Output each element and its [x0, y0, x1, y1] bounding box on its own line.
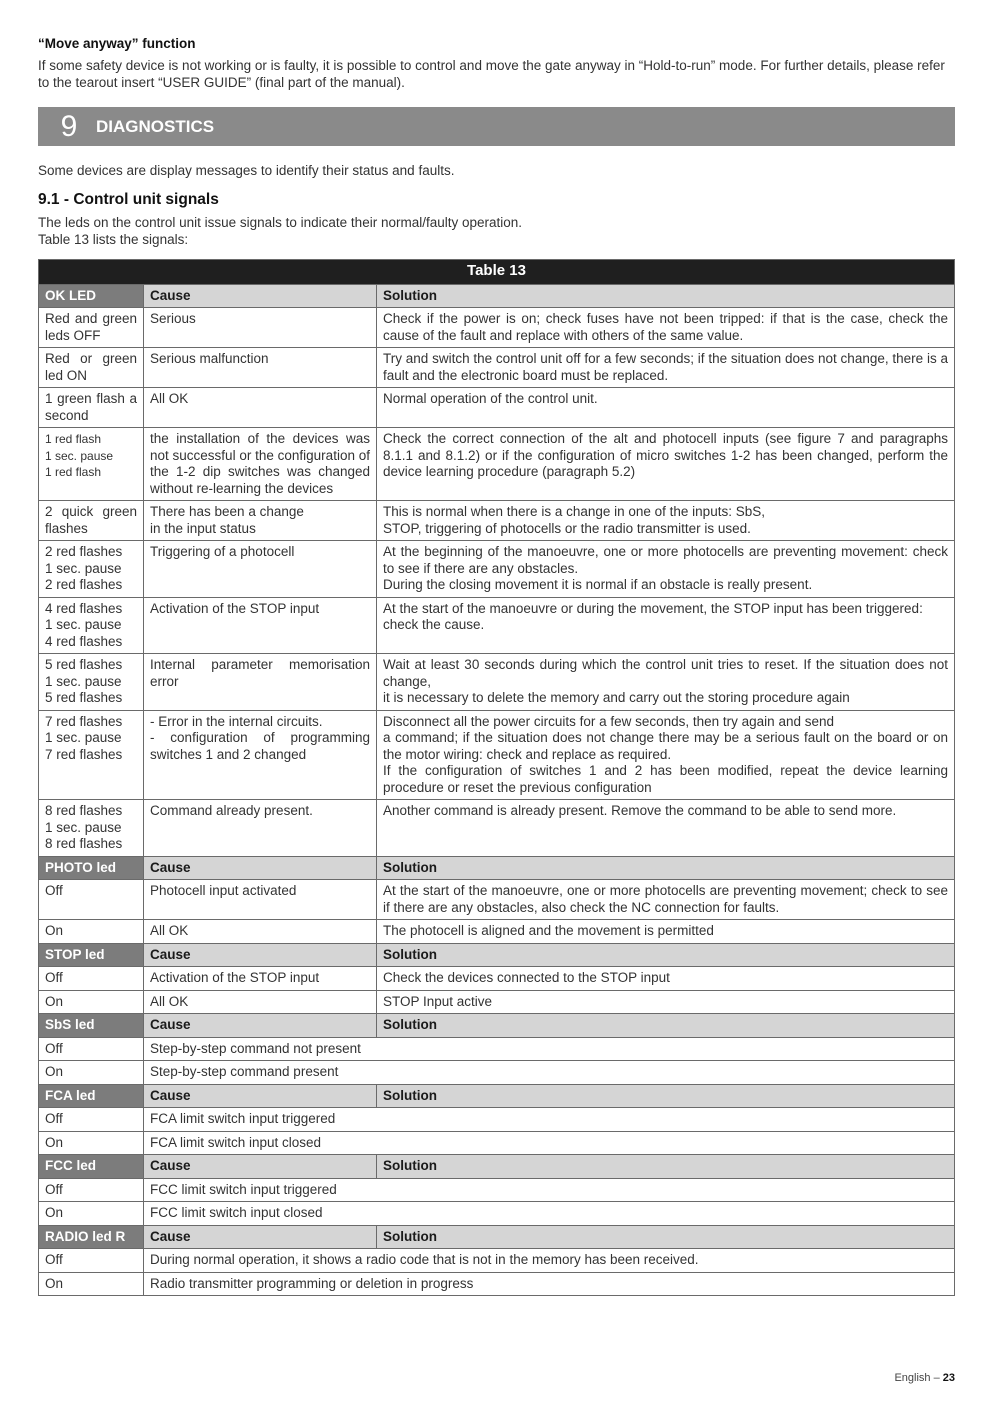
ok-led-signal-cell: Red and green leds OFF — [39, 308, 144, 348]
radio-led-header-row — [39, 1225, 955, 1249]
ok-led-solution-cell: At the beginning of the manoeuvre, one or more photocells are preventing movement: check to see if there are any obstacles. During the closing movement it is normal if an obstacle is really present. — [377, 541, 955, 598]
sbs-led-signal-cell: Off — [39, 1037, 144, 1061]
table-row — [39, 920, 955, 944]
ok-led-signal-cell: 2 red flashes 1 sec. pause 2 red flashes — [39, 541, 144, 598]
stop-led-header-solution: Solution — [377, 943, 955, 967]
ok-led-signal-cell: 4 red flashes 1 sec. pause 4 red flashes — [39, 597, 144, 654]
ok-led-cause-cell: Triggering of a photocell — [144, 541, 377, 598]
stop-led-header-label: STOP led — [39, 943, 144, 967]
radio-led-signal-cell: On — [39, 1272, 144, 1296]
photo-led-solution-cell: The photocell is aligned and the movement is permitted — [377, 920, 955, 944]
sbs-led-header-cause: Cause — [144, 1014, 377, 1038]
table-row — [39, 1178, 955, 1202]
photo-led-header-cause: Cause — [144, 856, 377, 880]
ok-led-cause-cell: All OK — [144, 388, 377, 428]
sbs-led-signal-cell: On — [39, 1061, 144, 1085]
fca-led-cause-cell: FCA limit switch input triggered — [144, 1108, 955, 1132]
manual-page — [38, 36, 955, 1296]
table-title: Table 13 — [39, 260, 955, 285]
page-footer — [894, 1372, 955, 1384]
ok-led-solution-cell: Check the correct connection of the alt and photocell inputs (see figure 7 and paragraphs 8.1.1 and 8.1.2) or if the configuration of micro switches 1-2 has been changed, perform the device learning procedure (paragraph 5.2) — [377, 428, 955, 501]
table-row — [39, 597, 955, 654]
ok-led-header-cause: Cause — [144, 284, 377, 308]
table-row — [39, 541, 955, 598]
ok-led-cause-cell: There has been a change in the input status — [144, 501, 377, 541]
table-row — [39, 308, 955, 348]
photo-led-header-solution: Solution — [377, 856, 955, 880]
photo-led-signal-cell: On — [39, 920, 144, 944]
photo-led-cause-cell: All OK — [144, 920, 377, 944]
sbs-led-header-solution: Solution — [377, 1014, 955, 1038]
ok-led-header-label: OK LED — [39, 284, 144, 308]
table-row — [39, 1131, 955, 1155]
fcc-led-header-row — [39, 1155, 955, 1179]
ok-led-signal-cell: 7 red flashes 1 sec. pause 7 red flashes — [39, 710, 144, 800]
fca-led-signal-cell: On — [39, 1131, 144, 1155]
photo-led-header-row — [39, 856, 955, 880]
stop-led-solution-cell: STOP Input active — [377, 990, 955, 1014]
section-number: 9 — [60, 110, 78, 143]
subsection-line-2: Table 13 lists the signals: — [38, 232, 189, 247]
ok-led-cause-cell: Internal parameter memorisation error — [144, 654, 377, 711]
photo-led-signal-cell: Off — [39, 880, 144, 920]
sbs-led-cause-cell: Step-by-step command present — [144, 1061, 955, 1085]
section-intro: Some devices are display messages to identify their status and faults. — [38, 163, 455, 178]
fcc-led-signal-cell: On — [39, 1202, 144, 1226]
signals-table — [38, 259, 955, 1296]
radio-led-cause-cell: Radio transmitter programming or deletion in progress — [144, 1272, 955, 1296]
photo-led-header-label: PHOTO led — [39, 856, 144, 880]
ok-led-cause-cell: the installation of the devices was not successful or the configuration of the 1-2 dip switches was changed without re-learning the devices — [144, 428, 377, 501]
fcc-led-header-label: FCC led — [39, 1155, 144, 1179]
radio-led-header-cause: Cause — [144, 1225, 377, 1249]
subsection-title: 9.1 - Control unit signals — [38, 191, 219, 208]
table-row — [39, 388, 955, 428]
section-header-bar — [38, 107, 955, 146]
fcc-led-signal-cell: Off — [39, 1178, 144, 1202]
stop-led-cause-cell: All OK — [144, 990, 377, 1014]
fca-led-header-row — [39, 1084, 955, 1108]
sbs-led-header-label: SbS led — [39, 1014, 144, 1038]
stop-led-signal-cell: Off — [39, 967, 144, 991]
ok-led-solution-cell: Normal operation of the control unit. — [377, 388, 955, 428]
radio-led-header-label: RADIO led R — [39, 1225, 144, 1249]
table-row — [39, 710, 955, 800]
footer-language: English – — [894, 1372, 943, 1384]
radio-led-header-solution: Solution — [377, 1225, 955, 1249]
table-row — [39, 990, 955, 1014]
table-row — [39, 1037, 955, 1061]
ok-led-solution-cell: Wait at least 30 seconds during which the control unit tries to reset. If the situation does not change, it is necessary to delete the memory and carry out the storing procedure again — [377, 654, 955, 711]
fcc-led-cause-cell: FCC limit switch input triggered — [144, 1178, 955, 1202]
ok-led-header-row — [39, 284, 955, 308]
fca-led-header-label: FCA led — [39, 1084, 144, 1108]
fca-led-signal-cell: Off — [39, 1108, 144, 1132]
table-row — [39, 1249, 955, 1273]
fcc-led-cause-cell: FCC limit switch input closed — [144, 1202, 955, 1226]
ok-led-header-solution: Solution — [377, 284, 955, 308]
ok-led-cause-cell: - Error in the internal circuits. - configuration of programming switches 1 and 2 changed — [144, 710, 377, 800]
subsection-line-1: The leds on the control unit issue signals to indicate their normal/faulty operation. — [38, 215, 523, 230]
table-row — [39, 348, 955, 388]
ok-led-solution-cell: Try and switch the control unit off for a few seconds; if the situation does not change, there is a fault and the electronic board must be replaced. — [377, 348, 955, 388]
table-row — [39, 1272, 955, 1296]
ok-led-cause-cell: Activation of the STOP input — [144, 597, 377, 654]
ok-led-signal-cell: 5 red flashes 1 sec. pause 5 red flashes — [39, 654, 144, 711]
fca-led-cause-cell: FCA limit switch input closed — [144, 1131, 955, 1155]
table-row — [39, 428, 955, 501]
ok-led-solution-cell: At the start of the manoeuvre or during the movement, the STOP input has been triggered: check the cause. — [377, 597, 955, 654]
ok-led-cause-cell: Command already present. — [144, 800, 377, 857]
stop-led-cause-cell: Activation of the STOP input — [144, 967, 377, 991]
fcc-led-header-cause: Cause — [144, 1155, 377, 1179]
stop-led-header-cause: Cause — [144, 943, 377, 967]
sbs-led-header-row — [39, 1014, 955, 1038]
radio-led-cause-cell: During normal operation, it shows a radio code that is not in the memory has been received. — [144, 1249, 955, 1273]
ok-led-signal-cell: 2 quick green flashes — [39, 501, 144, 541]
radio-led-signal-cell: Off — [39, 1249, 144, 1273]
fcc-led-header-solution: Solution — [377, 1155, 955, 1179]
table-row — [39, 654, 955, 711]
ok-led-signal-cell: Red or green led ON — [39, 348, 144, 388]
table-row — [39, 1108, 955, 1132]
fca-led-header-solution: Solution — [377, 1084, 955, 1108]
move-anyway-text: If some safety device is not working or is faulty, it is possible to control and move the gate anyway in “Hold-to-run” mode. For further details, please refer to the tearout insert “USER GUIDE” (final part of the manual). — [38, 58, 945, 90]
stop-led-header-row — [39, 943, 955, 967]
table-row — [39, 800, 955, 857]
stop-led-solution-cell: Check the devices connected to the STOP input — [377, 967, 955, 991]
table-row — [39, 967, 955, 991]
sbs-led-cause-cell: Step-by-step command not present — [144, 1037, 955, 1061]
move-anyway-title: “Move anyway” function — [38, 36, 196, 51]
table-row — [39, 1202, 955, 1226]
photo-led-solution-cell: At the start of the manoeuvre, one or more photocells are preventing movement; check to see if there are any obstacles, also check the NC connection for faults. — [377, 880, 955, 920]
photo-led-cause-cell: Photocell input activated — [144, 880, 377, 920]
ok-led-cause-cell: Serious — [144, 308, 377, 348]
ok-led-signal-cell: 8 red flashes 1 sec. pause 8 red flashes — [39, 800, 144, 857]
table-row — [39, 501, 955, 541]
table-row — [39, 880, 955, 920]
ok-led-solution-cell: This is normal when there is a change in one of the inputs: SbS, STOP, triggering of photocells or the radio transmitter is used. — [377, 501, 955, 541]
ok-led-solution-cell: Disconnect all the power circuits for a few seconds, then try again and send a command; if the situation does not change there may be a serious fault on the board or on the motor wiring: check and replace as required. If the configuration of switches 1 and 2 has been modified, repeat the device learning procedure or reset the previous configuration — [377, 710, 955, 800]
ok-led-solution-cell: Check if the power is on; check fuses have not been tripped: if that is the case, check the cause of the fault and replace with others of the same value. — [377, 308, 955, 348]
ok-led-cause-cell: Serious malfunction — [144, 348, 377, 388]
fca-led-header-cause: Cause — [144, 1084, 377, 1108]
ok-led-solution-cell: Another command is already present. Remove the command to be able to send more. — [377, 800, 955, 857]
section-title: DIAGNOSTICS — [96, 116, 215, 136]
stop-led-signal-cell: On — [39, 990, 144, 1014]
ok-led-signal-cell: 1 green flash a second — [39, 388, 144, 428]
table-row — [39, 1061, 955, 1085]
page-number: 23 — [942, 1372, 955, 1384]
ok-led-signal-cell: 1 red flash 1 sec. pause 1 red flash — [39, 428, 144, 501]
